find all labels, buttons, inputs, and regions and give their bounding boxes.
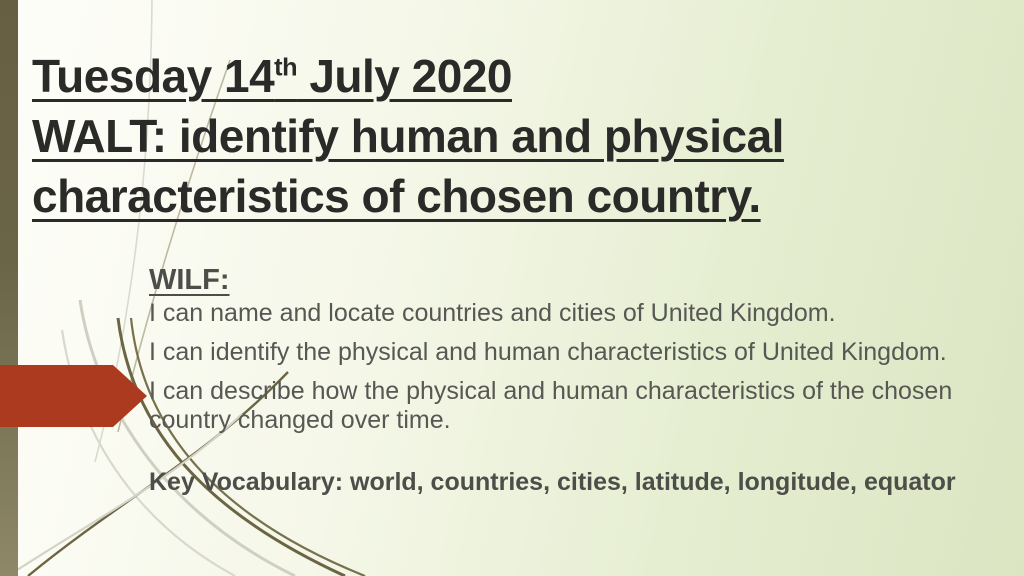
title-date-ordinal: th bbox=[274, 53, 298, 82]
title-line-date bbox=[32, 46, 784, 106]
wilf-statement: I can describe how the physical and human characteristics of the chosen country changed over time. bbox=[149, 377, 953, 434]
red-arrow-pointer bbox=[0, 365, 147, 427]
title-date-prefix: Tuesday 14 bbox=[32, 50, 275, 102]
slide-body bbox=[149, 266, 1009, 497]
title-line-walt-2: characteristics of chosen country. bbox=[32, 170, 761, 222]
key-vocabulary-line: Key Vocabulary: world, countries, cities, latitude, longitude, equator bbox=[149, 468, 956, 496]
slide-title bbox=[32, 46, 784, 226]
title-line-walt-1: WALT: identify human and physical bbox=[32, 110, 784, 162]
title-date-suffix: July 2020 bbox=[297, 50, 512, 102]
wilf-heading: WILF: bbox=[149, 264, 230, 296]
wilf-statement: I can name and locate countries and cities of United Kingdom. bbox=[149, 299, 836, 327]
wilf-statement: I can identify the physical and human characteristics of United Kingdom. bbox=[149, 338, 947, 366]
